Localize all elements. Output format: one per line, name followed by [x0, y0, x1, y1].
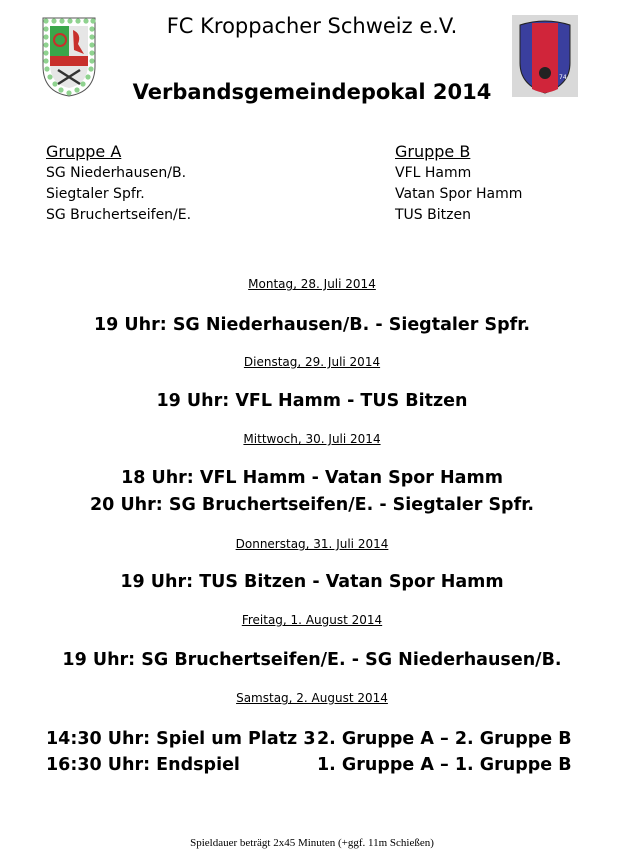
club-name: FC Kroppacher Schweiz e.V. [166, 14, 458, 38]
footer-note: Spieldauer beträgt 2x45 Minuten (+ggf. 11m Schießen) [190, 837, 434, 849]
final-time-label: 16:30 Uhr: Endspiel [46, 755, 240, 775]
group-b-team: VFL Hamm [395, 165, 472, 181]
final-pairing: 1. Gruppe A – 1. Gruppe B [317, 755, 572, 775]
match-line: 20 Uhr: SG Bruchertseifen/E. - Siegtaler Spfr. [90, 495, 534, 515]
final-time-label: 14:30 Uhr: Spiel um Platz 3 [46, 729, 316, 749]
finals-labels [46, 726, 316, 778]
group-a-team: SG Niederhausen/B. [46, 165, 187, 181]
group-b-team: Vatan Spor Hamm [395, 186, 523, 202]
group-b-team: TUS Bitzen [395, 207, 471, 223]
match-line: 19 Uhr: SG Bruchertseifen/E. - SG Niederhausen/B. [62, 650, 562, 670]
day-heading: Samstag, 2. August 2014 [236, 691, 388, 705]
day-heading: Dienstag, 29. Juli 2014 [243, 355, 381, 369]
finals-pairings [317, 726, 572, 778]
cup-title: Verbandsgemeindepokal 2014 [132, 80, 492, 104]
final-pairing: 2. Gruppe A – 2. Gruppe B [317, 729, 572, 749]
group-a-team: Siegtaler Spfr. [46, 186, 145, 202]
match-line: 19 Uhr: VFL Hamm - TUS Bitzen [156, 391, 468, 411]
day-heading: Freitag, 1. August 2014 [241, 613, 383, 627]
group-b [395, 141, 522, 226]
group-a-title: Gruppe A [46, 142, 122, 161]
match-line: 19 Uhr: SG Niederhausen/B. - Siegtaler Spfr. [93, 315, 531, 335]
match-line: 19 Uhr: TUS Bitzen - Vatan Spor Hamm [120, 572, 504, 592]
day-heading: Mittwoch, 30. Juli 2014 [243, 432, 381, 446]
day-heading: Montag, 28. Juli 2014 [248, 277, 376, 291]
group-a [46, 141, 191, 226]
match-line: 18 Uhr: VFL Hamm - Vatan Spor Hamm [121, 468, 503, 488]
group-b-title: Gruppe B [395, 142, 471, 161]
group-a-team: SG Bruchertseifen/E. [46, 207, 192, 223]
day-heading: Donnerstag, 31. Juli 2014 [235, 537, 389, 551]
svg-text:74: 74 [559, 74, 567, 81]
